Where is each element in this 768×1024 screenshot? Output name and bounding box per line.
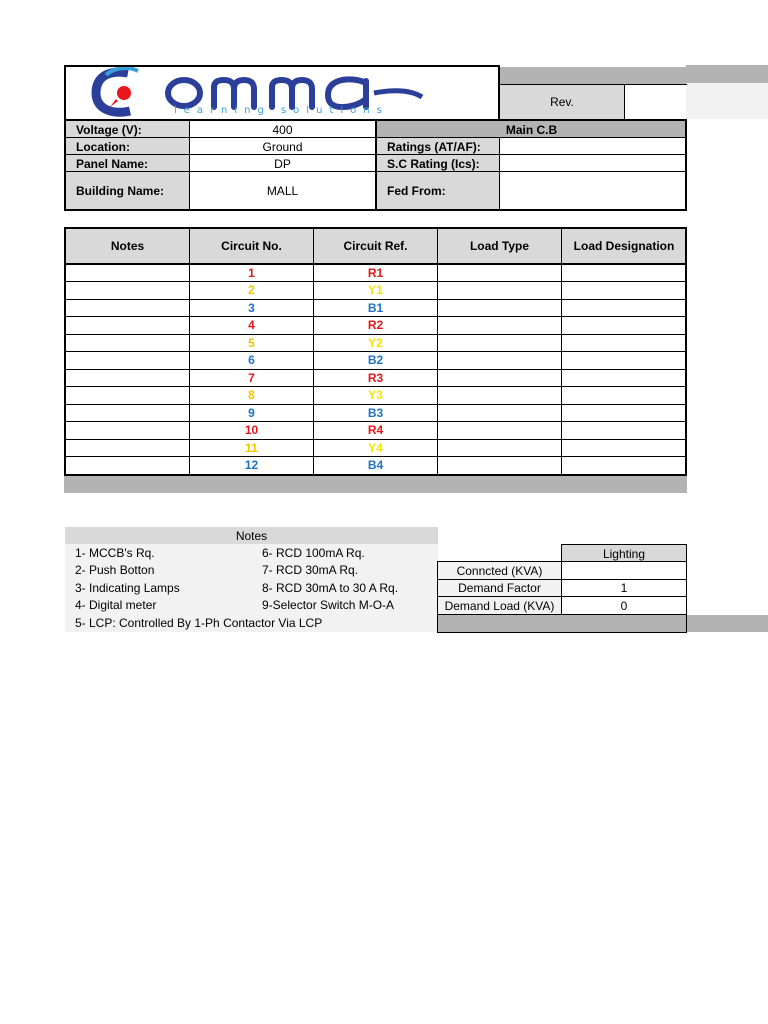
circuit-ref: Y1 xyxy=(368,283,383,298)
table-border-right xyxy=(685,227,687,476)
table-col-line-4 xyxy=(561,228,562,476)
summary-col-right xyxy=(686,544,687,633)
load-type-cell[interactable] xyxy=(438,282,561,300)
row-notes-cell[interactable] xyxy=(66,352,189,370)
row-notes-cell[interactable] xyxy=(66,369,189,387)
table-col-line-3 xyxy=(437,228,438,476)
load-designation-cell[interactable] xyxy=(562,264,686,282)
load-designation-cell[interactable] xyxy=(562,317,686,335)
load-type-cell[interactable] xyxy=(438,439,561,457)
note-item-8: 8- RCD 30mA to 30 A Rq. xyxy=(262,580,399,595)
circuit-ref: R1 xyxy=(367,265,384,280)
rev-value[interactable] xyxy=(625,84,686,119)
table-col-line-2 xyxy=(313,228,314,476)
header-bar-extension xyxy=(686,65,768,83)
sc-rating-label: S.C Rating (Ics): xyxy=(377,155,499,172)
summary-line-top xyxy=(561,544,687,545)
circuit-number: 6 xyxy=(248,353,255,368)
circuit-number: 2 xyxy=(248,283,255,298)
panel-row-line-3 xyxy=(65,171,687,172)
voltage-value[interactable]: 400 xyxy=(272,122,293,137)
col-header-circuit-no: Circuit No. xyxy=(221,239,282,253)
circuit-ref: B3 xyxy=(367,405,384,420)
row-notes-cell[interactable] xyxy=(66,422,189,440)
row-notes-cell[interactable] xyxy=(66,264,189,282)
load-designation-cell[interactable] xyxy=(562,387,686,405)
panel-name-label: Panel Name: xyxy=(66,155,189,172)
fed-from-label: Fed From: xyxy=(377,172,499,209)
circuit-number: 8 xyxy=(248,388,255,403)
header-border-left xyxy=(64,65,66,211)
circuit-number: 7 xyxy=(248,370,255,385)
load-type-cell[interactable] xyxy=(438,387,561,405)
main-cb-header: Main C.B xyxy=(377,121,686,138)
row-notes-cell[interactable] xyxy=(66,387,189,405)
panel-row-line-2 xyxy=(65,154,687,155)
table-header-bottom xyxy=(64,263,687,265)
col-header-load-designation: Load Designation xyxy=(573,239,675,253)
demand-factor-label: Demand Factor xyxy=(438,580,561,598)
circuit-number: 12 xyxy=(244,458,259,473)
building-name-label: Building Name: xyxy=(66,172,189,209)
ratings-label: Ratings (AT/AF): xyxy=(377,138,499,155)
load-designation-cell[interactable] xyxy=(562,334,686,352)
header-bar-extension-lower xyxy=(686,83,768,119)
circuit-ref: Y4 xyxy=(368,440,383,455)
load-designation-cell[interactable] xyxy=(562,352,686,370)
connected-kva-label: Conncted (KVA) xyxy=(438,562,561,580)
row-notes-cell[interactable] xyxy=(66,334,189,352)
panel-row-line-1 xyxy=(65,137,687,138)
circuit-number: 5 xyxy=(248,335,255,350)
location-label: Location: xyxy=(66,138,189,155)
row-notes-cell[interactable] xyxy=(66,317,189,335)
panel-name-value[interactable]: DP xyxy=(274,156,291,171)
load-type-cell[interactable] xyxy=(438,352,561,370)
rev-top-line xyxy=(499,84,687,85)
panel-divider-center xyxy=(375,119,377,211)
load-type-cell[interactable] xyxy=(438,457,561,475)
load-designation-cell[interactable] xyxy=(562,422,686,440)
col-header-circuit-ref: Circuit Ref. xyxy=(343,239,408,253)
load-summary-footer-bar xyxy=(438,615,768,632)
col-header-notes: Notes xyxy=(110,239,145,253)
load-designation-cell[interactable] xyxy=(562,369,686,387)
summary-line-4 xyxy=(437,614,687,615)
circuit-ref: R3 xyxy=(367,370,384,385)
note-item-3: 3- Indicating Lamps xyxy=(75,580,180,595)
load-type-cell[interactable] xyxy=(438,264,561,282)
load-type-cell[interactable] xyxy=(438,404,561,422)
circuit-ref: R2 xyxy=(367,318,384,333)
header-border-right xyxy=(685,119,687,211)
voltage-label: Voltage (V): xyxy=(66,121,189,138)
lighting-header: Lighting xyxy=(562,545,686,562)
circuit-number: 4 xyxy=(248,318,255,333)
note-item-9: 9-Selector Switch M-O-A xyxy=(262,598,395,613)
circuit-number: 1 xyxy=(248,265,255,280)
row-notes-cell[interactable] xyxy=(66,457,189,475)
table-border-top xyxy=(64,227,687,229)
connected-kva-value[interactable] xyxy=(562,562,686,580)
note-item-6: 6- RCD 100mA Rq. xyxy=(262,545,365,560)
circuit-number: 10 xyxy=(244,423,259,438)
circuit-number: 3 xyxy=(248,300,255,315)
load-designation-cell[interactable] xyxy=(562,439,686,457)
note-item-5: 5- LCP: Controlled By 1-Ph Contactor Via LCP xyxy=(75,615,323,630)
circuit-number: 9 xyxy=(248,405,255,420)
row-notes-cell[interactable] xyxy=(66,439,189,457)
summary-line-3 xyxy=(437,596,687,597)
summary-col-mid xyxy=(561,544,562,615)
note-item-7: 7- RCD 30mA Rq. xyxy=(262,563,359,578)
rev-label: Rev. xyxy=(500,84,624,119)
load-type-cell[interactable] xyxy=(438,369,561,387)
circuit-ref: Y3 xyxy=(368,388,383,403)
load-designation-cell[interactable] xyxy=(562,282,686,300)
load-type-cell[interactable] xyxy=(438,317,561,335)
logo-tagline: learning solutions xyxy=(174,105,389,116)
row-notes-cell[interactable] xyxy=(66,282,189,300)
load-type-cell[interactable] xyxy=(438,422,561,440)
building-name-value[interactable]: MALL xyxy=(266,183,299,198)
row-notes-cell[interactable] xyxy=(66,299,189,317)
load-type-cell[interactable] xyxy=(438,334,561,352)
table-col-line-1 xyxy=(189,228,190,476)
summary-line-5 xyxy=(437,632,687,633)
rev-divider xyxy=(624,84,625,119)
note-item-2: 2- Push Botton xyxy=(75,563,155,578)
summary-line-2 xyxy=(437,579,687,580)
sc-rating-value[interactable] xyxy=(500,155,686,172)
summary-line-1 xyxy=(437,561,687,562)
demand-load-label: Demand Load (KVA) xyxy=(438,597,561,615)
notes-title: Notes xyxy=(65,527,438,544)
circuit-ref: Y2 xyxy=(368,335,383,350)
load-type-cell[interactable] xyxy=(438,299,561,317)
note-item-1: 1- MCCB's Rq. xyxy=(75,545,155,560)
panel-divider-left xyxy=(189,120,190,210)
row-notes-cell[interactable] xyxy=(66,404,189,422)
header-divider-logo xyxy=(498,65,500,120)
circuit-ref: B4 xyxy=(367,458,384,473)
header-border-top xyxy=(64,65,500,67)
circuit-ref: R4 xyxy=(367,423,384,438)
load-designation-cell[interactable] xyxy=(562,404,686,422)
demand-factor-value[interactable]: 1 xyxy=(620,581,628,596)
load-designation-cell[interactable] xyxy=(562,457,686,475)
table-border-left xyxy=(64,227,66,476)
panel-divider-right xyxy=(499,137,500,210)
circuit-ref: B1 xyxy=(367,300,384,315)
table-footer-bar xyxy=(64,476,687,493)
col-header-load-type: Load Type xyxy=(469,239,530,253)
demand-load-value[interactable]: 0 xyxy=(620,598,628,613)
ratings-value[interactable] xyxy=(500,138,686,155)
summary-col-left xyxy=(437,561,438,633)
circuit-ref: B2 xyxy=(367,353,384,368)
circuit-number: 11 xyxy=(245,440,258,455)
header-bar xyxy=(500,67,686,84)
fed-from-value[interactable] xyxy=(500,172,686,209)
location-value[interactable]: Ground xyxy=(262,139,303,154)
note-item-4: 4- Digital meter xyxy=(75,598,157,613)
load-designation-cell[interactable] xyxy=(562,299,686,317)
logo xyxy=(66,67,498,119)
